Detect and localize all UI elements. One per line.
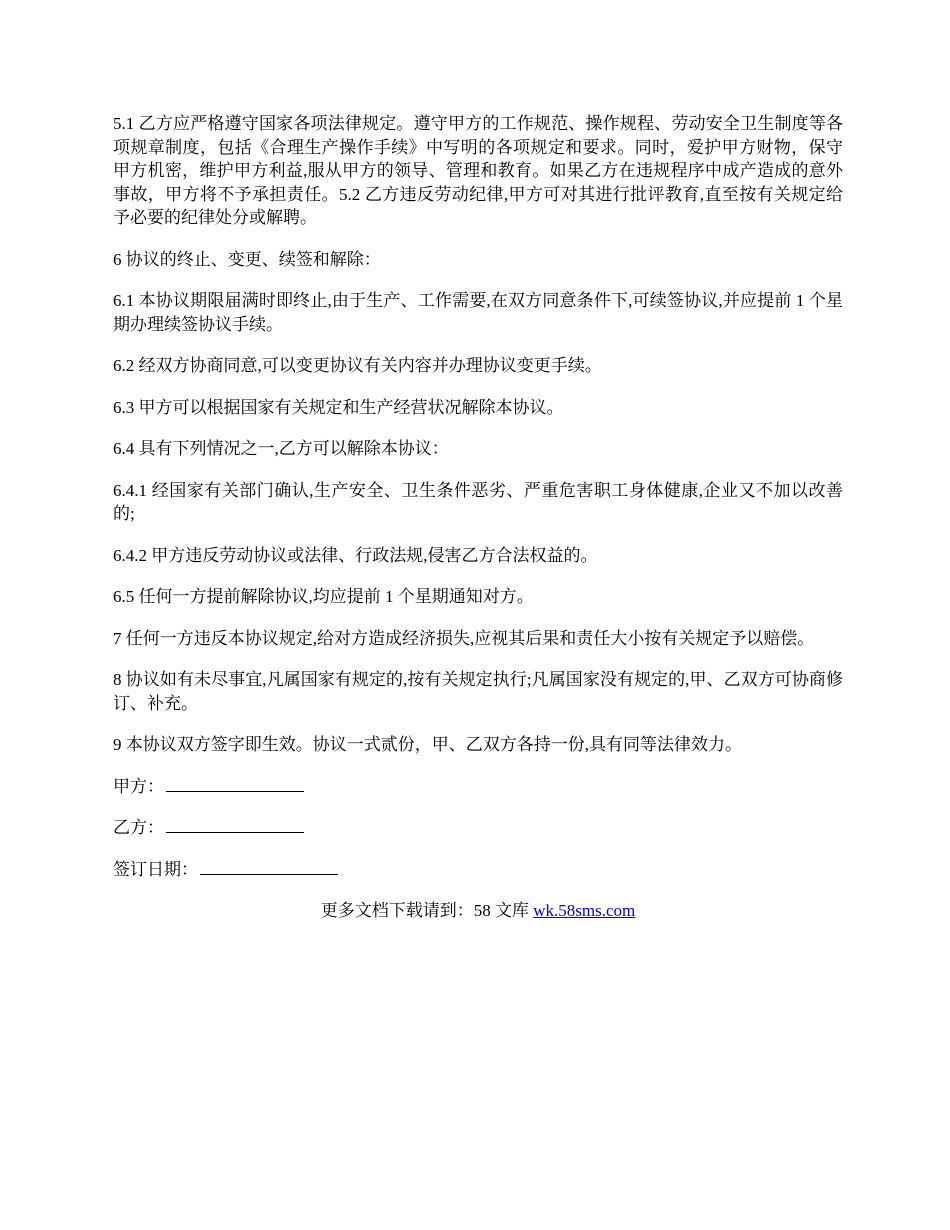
clause-6-5: 6.5 任何一方提前解除协议,均应提前 1 个星期通知对方。 — [113, 587, 534, 606]
party-a-label: 甲方： — [113, 776, 164, 796]
footer-link[interactable]: wk.58sms.com — [533, 901, 636, 920]
footer-text: 更多文档下载请到：58 文库 — [320, 901, 534, 920]
clause-9: 9 本协议双方签字即生效。协议一式贰份，甲、乙双方各持一份,具有同等法律效力。 — [113, 735, 742, 754]
clause-6-4-1: 6.4.1 经国家有关部门确认,生产安全、卫生条件恶劣、严重危害职工身体健康,企业又不加以改善的; — [113, 480, 843, 523]
clause-5: 5.1 乙方应严格遵守国家各项法律规定。遵守甲方的工作规范、操作规程、劳动安全卫生制度等各项规章制度，包括《合理生产操作手续》中写明的各项规定和要求。同时，爱护甲方财物，保守甲方机密，维护甲方利益,服从甲方的领导、管理和教育。如果乙方在违规程序中成产造成的意外事故，甲方将不予承担责任。5.2 乙方违反劳动纪律,甲方可对其进行批评教育,直至按有关规定给予必要的纪律处分或解聘。 — [113, 114, 843, 227]
clause-8: 8 协议如有未尽事宜,凡属国家有规定的,按有关规定执行;凡属国家没有规定的,甲、乙双方可协商修订、补充。 — [113, 670, 843, 713]
clause-6-4-2: 6.4.2 甲方违反劳动协议或法律、行政法规,侵害乙方合法权益的。 — [113, 545, 598, 565]
party-b-signature — [113, 816, 843, 840]
signing-date-line[interactable] — [200, 858, 338, 875]
clause-6-4: 6.4 具有下列情况之一,乙方可以解除本协议： — [113, 439, 449, 458]
clause-6-2: 6.2 经双方协商同意,可以变更协议有关内容并办理协议变更手续。 — [113, 356, 602, 375]
clause-6-1: 6.1 本协议期限届满时即终止,由于生产、工作需要,在双方同意条件下,可续签协议,并应提前 1 个星期办理续签协议手续。 — [113, 291, 843, 334]
signing-date-label: 签订日期： — [113, 859, 198, 879]
party-b-signature-line[interactable] — [166, 816, 304, 833]
party-a-signature — [113, 775, 843, 799]
document-page — [113, 112, 843, 923]
clause-6-3: 6.3 甲方可以根据国家有关规定和生产经营状况解除本协议。 — [113, 397, 564, 417]
party-a-signature-line[interactable] — [166, 775, 304, 792]
clause-6-heading: 6 协议的终止、变更、续签和解除： — [113, 249, 381, 269]
footer — [113, 899, 843, 923]
party-b-label: 乙方： — [113, 818, 164, 837]
clause-7: 7 任何一方违反本协议规定,给对方造成经济损失,应视其后果和责任大小按有关规定予以赔偿。 — [113, 628, 815, 648]
signing-date — [113, 858, 843, 882]
